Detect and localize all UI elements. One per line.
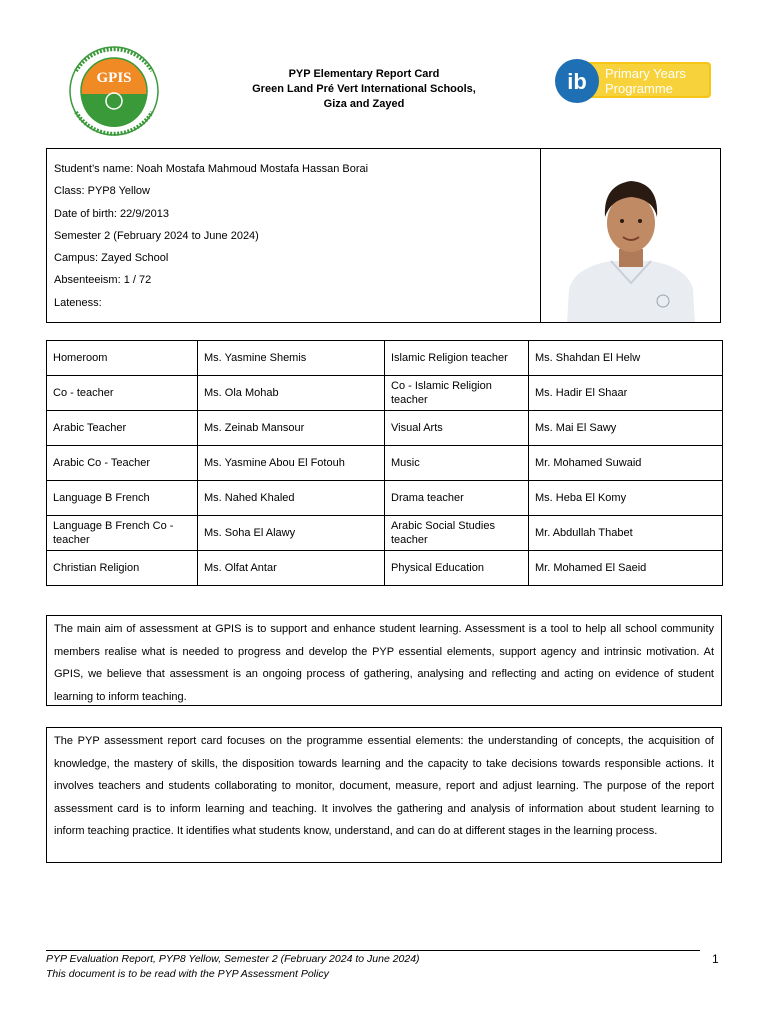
table-cell-subject-role: Co - teacher xyxy=(47,376,198,411)
table-cell-teacher-name: Ms. Soha El Alawy xyxy=(198,516,385,551)
footer-divider xyxy=(46,950,700,951)
student-photo xyxy=(541,149,720,322)
title-line-1: PYP Elementary Report Card xyxy=(288,68,440,80)
student-absenteeism: Absenteeism: 1 / 72 xyxy=(54,274,152,287)
table-cell-subject-role: Christian Religion xyxy=(47,551,198,586)
table-cell-teacher-name: Ms. Heba El Komy xyxy=(529,481,723,516)
assessment-aim-paragraph: The main aim of assessment at GPIS is to support and enhance student learning. Assessment is a tool to help all school community members realise what is needed to progress and develop the PYP essential elements, support agency and intrinsic motivation. At GPIS, we believe that assessment is an ongoing process of gathering, analysing and reflecting and acting on evidence of student learning to inform teaching. xyxy=(46,615,722,706)
table-cell-teacher-name: Ms. Mai El Sawy xyxy=(529,411,723,446)
svg-text:GPIS: GPIS xyxy=(96,70,132,86)
table-cell-subject-role: Drama teacher xyxy=(385,481,529,516)
student-semester: Semester 2 (February 2024 to June 2024) xyxy=(54,229,259,242)
title-line-2: Green Land Pré Vert International Schools, xyxy=(252,83,476,95)
table-cell-teacher-name: Ms. Yasmine Shemis xyxy=(198,341,385,376)
staff-table xyxy=(46,340,723,586)
table-cell-teacher-name: Ms. Hadir El Shaar xyxy=(529,376,723,411)
pyp-line-2: Programme xyxy=(605,81,673,96)
table-row xyxy=(47,446,723,481)
student-details xyxy=(47,149,541,322)
report-card-focus-paragraph: The PYP assessment report card focuses on the programme essential elements: the understanding of concepts, the acquisition of knowledge, the mastery of skills, the disposition towards learning and the capacity to take decisions towards responsible actions. It involves teachers and students collaborating to monitor, document, measure, report and adjust learning. The purpose of the report assessment card is to inform learning and teaching. It involves the gathering and analysis of information about student learning to inform teaching practice. It identifies what students know, understand, and can do at different stages in the learning process. xyxy=(46,727,722,863)
table-cell-subject-role: Co - Islamic Religion teacher xyxy=(385,376,529,411)
table-row xyxy=(47,376,723,411)
student-class: Class: PYP8 Yellow xyxy=(54,185,150,198)
table-cell-teacher-name: Mr. Mohamed Suwaid xyxy=(529,446,723,481)
footer-line-2: This document is to be read with the PYP Assessment Policy xyxy=(46,968,329,980)
student-lateness: Lateness: xyxy=(54,296,102,309)
title-line-3: Giza and Zayed xyxy=(323,98,405,110)
table-cell-teacher-name: Ms. Nahed Khaled xyxy=(198,481,385,516)
footer-line-1: PYP Evaluation Report, PYP8 Yellow, Semester 2 (February 2024 to June 2024) xyxy=(46,953,420,965)
table-row xyxy=(47,481,723,516)
student-info-box xyxy=(46,148,721,323)
student-campus: Campus: Zayed School xyxy=(54,252,169,265)
table-row xyxy=(47,411,723,446)
table-cell-teacher-name: Ms. Ola Mohab xyxy=(198,376,385,411)
table-cell-subject-role: Language B French xyxy=(47,481,198,516)
table-cell-subject-role: Arabic Social Studies teacher xyxy=(385,516,529,551)
student-name: Student’s name: Noah Mostafa Mahmoud Mostafa Hassan Borai xyxy=(54,163,369,175)
table-cell-teacher-name: Mr. Abdullah Thabet xyxy=(529,516,723,551)
student-portrait-icon xyxy=(541,149,720,322)
table-cell-subject-role: Arabic Co - Teacher xyxy=(47,446,198,481)
table-cell-teacher-name: Ms. Zeinab Mansour xyxy=(198,411,385,446)
table-cell-subject-role: Physical Education xyxy=(385,551,529,586)
table-row xyxy=(47,551,723,586)
school-logo xyxy=(64,46,164,136)
table-cell-subject-role: Language B French Co - teacher xyxy=(47,516,198,551)
table-cell-subject-role: Islamic Religion teacher xyxy=(385,341,529,376)
ib-pyp-logo xyxy=(555,58,713,104)
pyp-line-1: Primary Years xyxy=(605,66,686,81)
table-cell-subject-role: Music xyxy=(385,446,529,481)
table-cell-subject-role: Visual Arts xyxy=(385,411,529,446)
ib-logo-icon xyxy=(555,58,713,104)
footer xyxy=(46,952,420,982)
table-row xyxy=(47,341,723,376)
table-cell-teacher-name: Ms. Yasmine Abou El Fotouh xyxy=(198,446,385,481)
table-cell-teacher-name: Mr. Mohamed El Saeid xyxy=(529,551,723,586)
report-title xyxy=(200,67,528,112)
svg-text:ib: ib xyxy=(567,69,587,94)
table-cell-teacher-name: Ms. Shahdan El Helw xyxy=(529,341,723,376)
gpis-logo-icon xyxy=(64,46,164,136)
page-number: 1 xyxy=(712,952,719,966)
student-dob: Date of birth: 22/9/2013 xyxy=(54,207,169,220)
table-cell-subject-role: Arabic Teacher xyxy=(47,411,198,446)
table-row xyxy=(47,516,723,551)
table-cell-teacher-name: Ms. Olfat Antar xyxy=(198,551,385,586)
table-cell-subject-role: Homeroom xyxy=(47,341,198,376)
